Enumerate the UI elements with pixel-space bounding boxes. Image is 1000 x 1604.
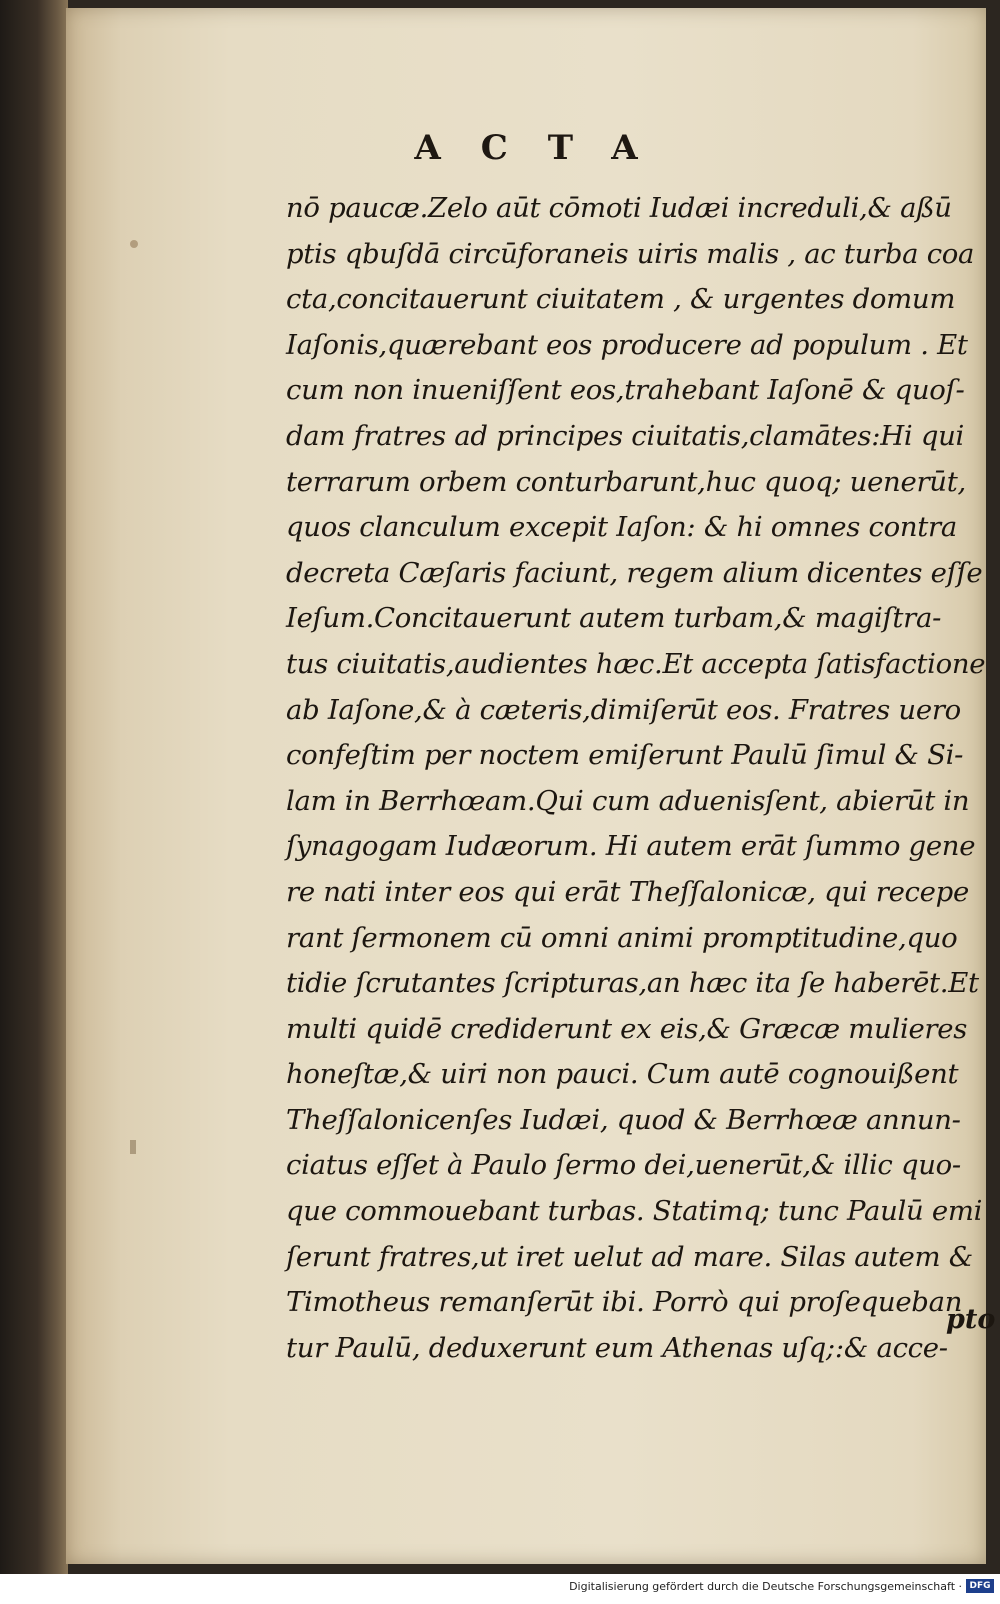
text-line: re nati inter eos qui erāt Theſſalonicæ, qui recepe — [286, 875, 969, 908]
body-text — [286, 186, 996, 1371]
dfg-logo: DFG — [966, 1579, 994, 1593]
text-line: honeſtæ,& uiri non pauci. Cum autē cognouißent — [286, 1058, 959, 1091]
text-line: cta,concitauerunt ciuitatem , & urgentes domum — [286, 283, 956, 316]
text-line: que commouebant turbas. Statimq; tunc Paulū emi — [286, 1195, 983, 1228]
text-line: Theſſalonicenſes Iudæi, quod & Berrhœæ annun- — [286, 1103, 961, 1136]
text-line: decreta Cæſaris faciunt, regem alium dicentes eſſe — [286, 556, 983, 589]
text-line: quos clanculum excepit Iaſon: & hi omnes contra — [286, 511, 957, 544]
catchword: pto — [946, 1304, 996, 1335]
text-line: tur Paulū, deduxerunt eum Athenas uſq;:& acce- — [286, 1331, 948, 1364]
running-head: ACTA — [414, 128, 678, 168]
text-line: dam fratres ad principes ciuitatis,clamātes:Hi qui — [286, 419, 965, 452]
text-line: lam in Berrhœam.Qui cum aduenisſent, abierūt in — [286, 784, 970, 817]
text-line: ſynagogam Iudæorum. Hi autem erāt ſummo gene — [286, 830, 976, 863]
text-line: ſerunt fratres,ut iret uelut ad mare. Silas autem & — [286, 1240, 973, 1273]
text-line: ciatus eſſet à Paulo ſermo dei,uenerūt,& illic quo- — [286, 1149, 961, 1182]
ink-smudge — [130, 240, 138, 248]
text-line: Ieſum.Concitauerunt autem turbam,& magiſtra- — [286, 602, 942, 635]
text-line: tus ciuitatis,audientes hæc.Et accepta ſatisfactione — [286, 647, 986, 680]
text-line: ab Iaſone,& à cæteris,dimiſerūt eos. Fratres uero — [286, 693, 961, 726]
text-line: Iaſonis,quærebant eos producere ad populum . Et — [286, 328, 968, 361]
footer-bar — [0, 1574, 1000, 1604]
book-binding-edge — [0, 0, 68, 1574]
ink-smudge — [130, 1140, 136, 1154]
text-line: cum non inueniſſent eos,trahebant Iaſonē & quoſ- — [286, 374, 965, 407]
text-line: tidie ſcrutantes ſcripturas,an hæc ita ſe haberēt.Et — [286, 967, 979, 1000]
book-page — [66, 8, 996, 1564]
text-line: ptis qbuſdā circūforaneis uiris malis , ac turba coa — [286, 237, 975, 270]
funding-notice: Digitalisierung gefördert durch die Deutsche Forschungsgemeinschaft · — [569, 1580, 962, 1593]
text-line: Timotheus remanſerūt ibi. Porrò qui proſequeban — [286, 1286, 963, 1319]
text-line: terrarum orbem conturbarunt,huc quoq; uenerūt, — [286, 465, 966, 498]
text-line: multi quidē crediderunt ex eis,& Græcæ mulieres — [286, 1012, 968, 1045]
text-line: nō paucæ.Zelo aūt cōmoti Iudæi increduli,& aßū — [286, 192, 952, 224]
text-line: rant ſermonem cū omni animi promptitudine,quo — [286, 921, 958, 954]
text-line: confeſtim per noctem emiſerunt Paulū ſimul & Si- — [286, 739, 964, 772]
